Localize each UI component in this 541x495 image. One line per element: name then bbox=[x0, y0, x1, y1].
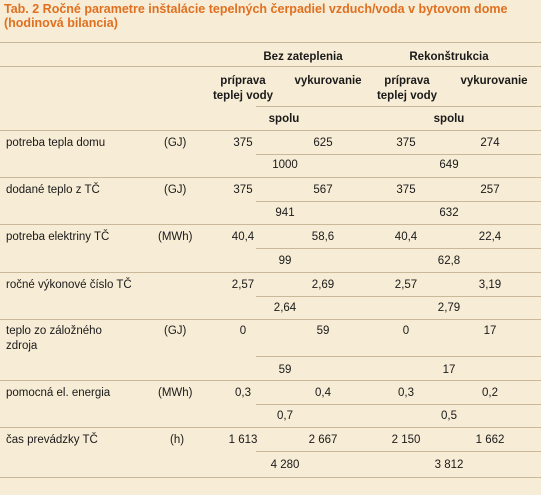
cell-rk-priprava: 40,4 bbox=[394, 231, 418, 243]
cell-rk-priprava: 0,3 bbox=[398, 387, 414, 399]
row-unit: (GJ) bbox=[164, 184, 187, 196]
row-label: dodané teplo z TČ bbox=[6, 184, 100, 196]
col-header-vykurovanie-2: vykurovanie bbox=[460, 75, 528, 87]
row-unit: (h) bbox=[170, 434, 185, 446]
cell-bz-spolu: 59 bbox=[278, 364, 292, 376]
cell-bz-priprava: 1 613 bbox=[228, 434, 258, 446]
cell-bz-vykurovanie: 2,69 bbox=[311, 279, 335, 291]
col-header-priprava-2b: teplej vody bbox=[376, 90, 438, 102]
cell-bz-vykurovanie: 58,6 bbox=[311, 231, 335, 243]
row-label: pomocná el. energia bbox=[6, 387, 111, 399]
cell-bz-spolu: 941 bbox=[275, 207, 295, 219]
cell-rk-vykurovanie: 17 bbox=[483, 325, 497, 337]
cell-rk-vykurovanie: 22,4 bbox=[478, 231, 502, 243]
row-label: potreba elektriny TČ bbox=[6, 231, 110, 243]
cell-bz-priprava: 0 bbox=[239, 325, 247, 337]
cell-bz-spolu: 99 bbox=[278, 255, 292, 267]
group-header-bez-zateplenia: Bez zateplenia bbox=[263, 51, 343, 63]
cell-bz-priprava: 0,3 bbox=[235, 387, 251, 399]
col-header-priprava-1: príprava bbox=[220, 75, 266, 87]
row-unit: (MWh) bbox=[158, 231, 193, 243]
cell-bz-priprava: 375 bbox=[233, 137, 253, 149]
cell-rk-vykurovanie: 0,2 bbox=[482, 387, 498, 399]
col-header-spolu-2: spolu bbox=[433, 113, 465, 125]
col-header-priprava-1b: teplej vody bbox=[212, 90, 274, 102]
cell-bz-vykurovanie: 2 667 bbox=[308, 434, 338, 446]
cell-rk-spolu: 649 bbox=[439, 159, 459, 171]
cell-rk-vykurovanie: 3,19 bbox=[478, 279, 502, 291]
cell-bz-vykurovanie: 0,4 bbox=[315, 387, 331, 399]
cell-rk-priprava: 375 bbox=[396, 137, 416, 149]
cell-bz-spolu: 2,64 bbox=[273, 302, 297, 314]
cell-bz-spolu: 4 280 bbox=[270, 459, 300, 471]
cell-rk-spolu: 17 bbox=[442, 364, 456, 376]
row-label: čas prevádzky TČ bbox=[6, 434, 98, 446]
cell-rk-priprava: 2 150 bbox=[391, 434, 421, 446]
cell-rk-spolu: 2,79 bbox=[437, 302, 461, 314]
row-label: ročné výkonové číslo TČ bbox=[6, 279, 132, 291]
col-header-spolu-1: spolu bbox=[268, 113, 300, 125]
row-unit: (MWh) bbox=[158, 387, 193, 399]
col-header-priprava-2: príprava bbox=[384, 75, 430, 87]
group-header-rekonstrukcia: Rekonštrukcia bbox=[409, 51, 489, 63]
cell-bz-priprava: 375 bbox=[233, 184, 253, 196]
cell-bz-spolu: 1000 bbox=[272, 159, 298, 171]
cell-bz-vykurovanie: 59 bbox=[316, 325, 330, 337]
cell-rk-priprava: 2,57 bbox=[394, 279, 418, 291]
row-label-line-2: zdroja bbox=[6, 340, 38, 352]
row-label-line-1: teplo zo záložného bbox=[6, 325, 102, 337]
cell-rk-priprava: 375 bbox=[396, 184, 416, 196]
cell-rk-priprava: 0 bbox=[402, 325, 410, 337]
cell-rk-spolu: 62,8 bbox=[437, 255, 461, 267]
row-unit: (GJ) bbox=[164, 137, 187, 149]
col-header-vykurovanie-1: vykurovanie bbox=[294, 75, 362, 87]
row-label: potreba tepla domu bbox=[6, 137, 106, 149]
cell-rk-vykurovanie: 257 bbox=[480, 184, 500, 196]
cell-rk-spolu: 0,5 bbox=[441, 410, 457, 422]
cell-rk-vykurovanie: 1 662 bbox=[475, 434, 505, 446]
cell-rk-spolu: 3 812 bbox=[434, 459, 464, 471]
cell-bz-priprava: 40,4 bbox=[231, 231, 255, 243]
cell-bz-vykurovanie: 625 bbox=[313, 137, 333, 149]
row-unit: (GJ) bbox=[164, 325, 187, 337]
cell-bz-priprava: 2,57 bbox=[231, 279, 255, 291]
table-title: Tab. 2 Ročné parametre inštalácie tepelných čerpadiel vzduch/voda v bytovom dome (hodinová bilancia) bbox=[4, 2, 508, 30]
cell-bz-vykurovanie: 567 bbox=[313, 184, 333, 196]
cell-rk-vykurovanie: 274 bbox=[480, 137, 500, 149]
cell-bz-spolu: 0,7 bbox=[277, 410, 293, 422]
cell-rk-spolu: 632 bbox=[439, 207, 459, 219]
